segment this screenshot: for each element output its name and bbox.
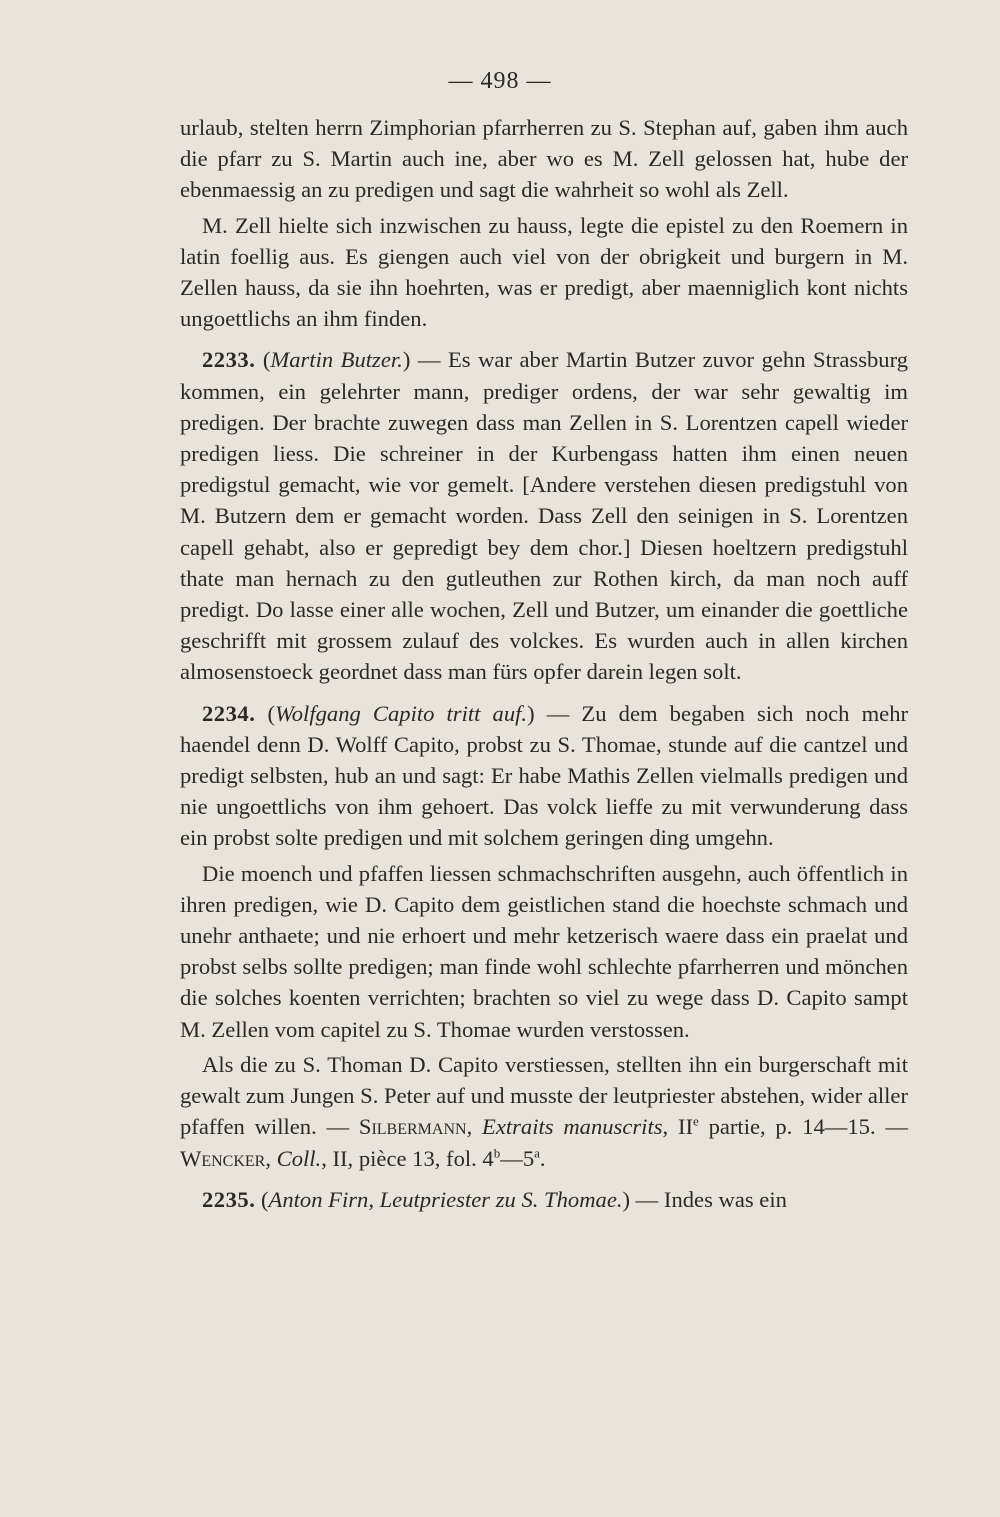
separator: , <box>466 1114 483 1140</box>
source-detail: . <box>539 1145 546 1171</box>
entry-title: Martin Butzer. <box>270 347 403 373</box>
source-detail: partie, p. 14—15. — <box>698 1114 908 1140</box>
entry-2235 <box>180 1184 908 1215</box>
paren-close: ) <box>402 347 411 373</box>
entry-number: 2235. <box>202 1186 256 1212</box>
paragraph-text: Die moench und pfaffen liessen schmachschriften ausgehn, auch öffentlich in ihren predigen, wie D. Capito dem geistlichen stand die hoechste schmach und unehr anthaete; und nie erhoert und mehr ketzerisch waere dass ein praelat und probst selbs sollte predigen; man finde wohl schlechte pfarrherren und mönchen die solches koenten verrichten; brachten so viel zu wege dass D. Capito sampt M. Zellen vom capitel zu S. Thomae wurden verstossen. <box>180 860 908 1042</box>
paren-close: ) <box>527 700 535 726</box>
entry-number: 2233. <box>202 347 256 373</box>
paragraph-with-sources <box>180 1049 908 1174</box>
entry-title: Anton Firn, Leutpriester zu S. Thomae. <box>268 1186 623 1212</box>
page-number: — 498 — <box>448 68 552 94</box>
paragraph <box>180 858 908 1045</box>
entry-title: Wolfgang Capito tritt auf. <box>275 700 528 726</box>
paragraph <box>180 112 908 206</box>
paragraph-text: Als die zu S. Thoman D. Capito verstiessen, stellten ihn ein burgerschaft mit gewalt zum Jungen S. Peter auf und musste der leutpriester abstehen, wider aller pfaffen willen. — <box>180 1051 908 1140</box>
source-detail: —5 <box>500 1145 535 1171</box>
source-work: Coll. <box>276 1145 322 1171</box>
entry-number: 2234. <box>202 700 256 726</box>
paragraph-text: urlaub, stelten herrn Zimphorian pfarrherren zu S. Stephan auf, gaben ihm auch die pfarr zu S. Martin auch ine, aber wo es M. Zell gelossen hat, hube der ebenmaessig an zu predigen und sagt die wahrheit so wohl als Zell. <box>180 115 908 203</box>
paren-open: ( <box>262 347 271 373</box>
entry-2233 <box>180 344 908 687</box>
paragraph <box>180 210 908 335</box>
source-detail: , II, pièce 13, fol. 4 <box>321 1145 494 1171</box>
superscript: e <box>693 1113 699 1129</box>
source-detail: , II <box>662 1114 693 1140</box>
source-author: Silbermann <box>358 1114 467 1140</box>
source-author: Wencker <box>180 1145 266 1171</box>
paragraph-text: M. Zell hielte sich inzwischen zu hauss, legte die epistel zu den Roemern in latin foellig aus. Es giengen auch viel von der obrigkeit und burgern in M. Zellen hauss, da sie ihn hoehrten, was er predigt, aber maenniglich kont nichts ungoettlichs an ihm finden. <box>180 212 908 332</box>
paren-close: ) <box>622 1186 631 1212</box>
page-body <box>180 112 908 1219</box>
paren-open: ( <box>261 1186 269 1212</box>
entry-text: — Es war aber Martin Butzer zuvor gehn Strassburg kommen, ein gelehrter mann, prediger ordens, der war sehr gewaltig im predigen. Der brachte zuwegen dass man Zellen in S. Lorentzen capell wieder predigen liess. Die schreiner in der Kurbengass hatten ihm einen neuen predigstul gemacht, wie vor gemelt. [Andere verstehen diesen predigstuhl von M. Butzern dem er gemacht worden. Dass Zell den seinigen in S. Lorentzen capell gehabt, also er gepredigt bey dem chor.] Diesen hoeltzern predigstuhl thate man hernach zu den gutleuthen zur Rothen kirch, da man noch auff predigt. Do lasse einer alle wochen, Zell und Butzer, um einander die goettliche geschrifft mit grossem zulauf des volckes. Es wurden auch in allen kirchen almosenstoeck geordnet dass man fürs opfer darein legen solt. <box>180 347 909 685</box>
source-work: Extraits manuscrits <box>482 1114 663 1140</box>
paren-open: ( <box>267 700 275 726</box>
entry-2234 <box>180 698 908 854</box>
entry-text: — Zu dem begaben sich noch mehr haendel denn D. Wolff Capito, probst zu S. Thomae, stunde auf die cantzel und predigt selbsten, hub an und sagt: Er habe Mathis Zellen vielmalls predigen und nie ungoettlichs von ihm gehoert. Das volck lieffe zu mit verwunderung dass ein probst solte predigen und mit solchem geringen ding umgehn. <box>180 700 909 851</box>
separator: , <box>265 1145 277 1171</box>
superscript: a <box>534 1144 540 1160</box>
entry-text: — Indes was ein <box>630 1186 787 1212</box>
superscript: b <box>493 1144 501 1160</box>
